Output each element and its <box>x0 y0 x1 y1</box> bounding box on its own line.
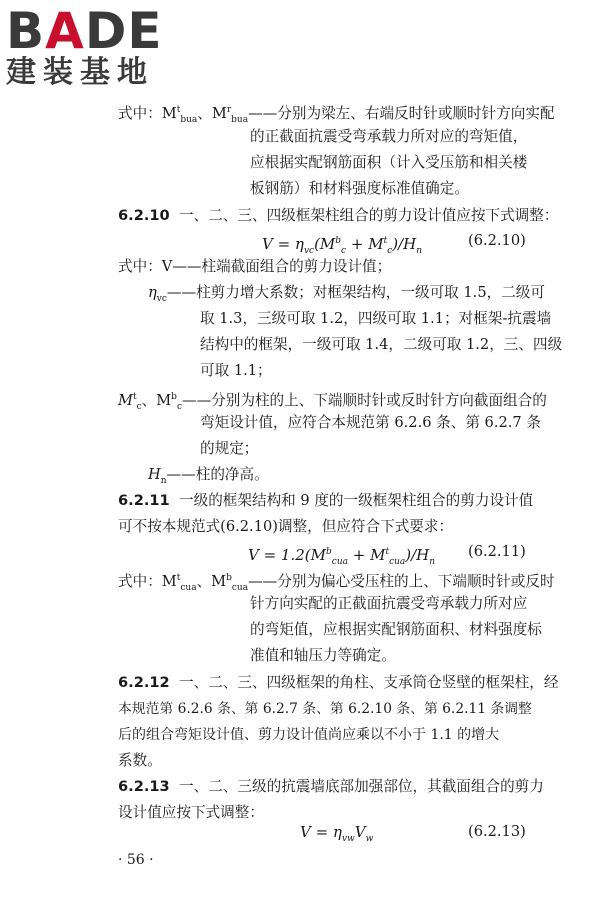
logo-wordmark: BADE <box>6 2 163 60</box>
text-line: 的弯矩值，应根据实配钢筋面积、材料强度标 <box>250 621 542 638</box>
hn-definition: $H_n——$柱的净高。 <box>148 466 269 486</box>
clause-6-2-13: 6.2.13 一、二、三级的抗震墙底部加强部位，其截面组合的剪力 <box>118 778 544 795</box>
text-line: 取 1.3，三级可取 1.2，四级可取 1.1；对框架-抗震墙 <box>200 310 552 327</box>
text-line: 板钢筋）和材料强度标准值确定。 <box>250 180 469 197</box>
text-line: 的正截面抗震受弯承载力所对应的弯矩值， <box>250 128 528 145</box>
formula-6-2-13: $V = \eta_{vw}V_w$ <box>300 823 374 844</box>
column-moment-definition: $M^t_c$、$M^b_c——$分别为柱的上、下端顺时针或反时针方向截面组合的 <box>118 391 547 412</box>
eccentric-column-moment-definition: 式中：$M^t_{cua}$、$M^b_{cua}——$分别为偏心受压柱的上、下端顺时针或反时 <box>118 572 555 593</box>
formula-6-2-11: $V = 1.2(M^b_{cua} + M^t_{cua})/H_n$ <box>248 546 436 567</box>
equation-number: (6.2.11) <box>468 543 526 560</box>
text-line: 可不按本规范式(6.2.10)调整，但应符合下式要求： <box>118 518 454 535</box>
brand-logo <box>6 4 176 90</box>
clause-number: 6.2.12 <box>118 674 170 691</box>
equation-number: (6.2.13) <box>468 823 526 840</box>
clause-6-2-10: 6.2.10 一、二、三、四级框架柱组合的剪力设计值应按下式调整： <box>118 207 559 224</box>
clause-number: 6.2.11 <box>118 492 170 509</box>
text-line: 的规定； <box>200 440 259 457</box>
beam-moment-definition: 式中：$M^t_{bua}$、$M^r_{bua}——$分别为梁左、右端反时针或顺时针方向实配 <box>118 104 555 125</box>
clause-6-2-12: 6.2.12 一、二、三、四级框架的角柱、支承筒仓竖壁的框架柱，经 <box>118 674 559 691</box>
logo-chinese: 建装基地 <box>6 55 154 90</box>
formula-6-2-10: $V = \eta_{vc}(M^b_c + M^t_c)/H_n$ <box>262 235 423 256</box>
clause-6-2-11: 6.2.11 一级的框架结构和 9 度的一级框架柱组合的剪力设计值 <box>118 492 534 509</box>
text-line: 可取 1.1； <box>200 362 272 379</box>
text-line: 结构中的框架，一级可取 1.4，二级可取 1.2，三、四级 <box>200 336 563 353</box>
text-line: 针方向实配的正截面抗震受弯承载力所对应 <box>250 595 528 612</box>
page-number: · 56 · <box>118 852 154 868</box>
text-line: 系数。 <box>118 752 162 769</box>
text-line: 设计值应按下式调整： <box>118 804 264 821</box>
text-line: 后的组合弯矩设计值、剪力设计值尚应乘以不小于 1.1 的增大 <box>118 727 500 743</box>
text-line: 应根据实配钢筋面积（计入受压筋和相关楼 <box>250 154 528 171</box>
where-v: 式中：V——柱端截面组合的剪力设计值； <box>118 258 392 275</box>
eta-definition: $\eta_{vc}——$柱剪力增大系数；对框架结构，一级可取 1.5，二级可 <box>148 284 545 304</box>
clause-number: 6.2.10 <box>118 207 170 224</box>
text-line: 本规范第 6.2.6 条、第 6.2.7 条、第 6.2.10 条、第 6.2.11 条调整 <box>118 701 532 717</box>
text-line: 准值和轴压力等确定。 <box>250 647 396 664</box>
text-line: 弯矩设计值，应符合本规范第 6.2.6 条、第 6.2.7 条 <box>200 414 541 431</box>
equation-number: (6.2.10) <box>468 232 526 249</box>
clause-number: 6.2.13 <box>118 778 170 795</box>
